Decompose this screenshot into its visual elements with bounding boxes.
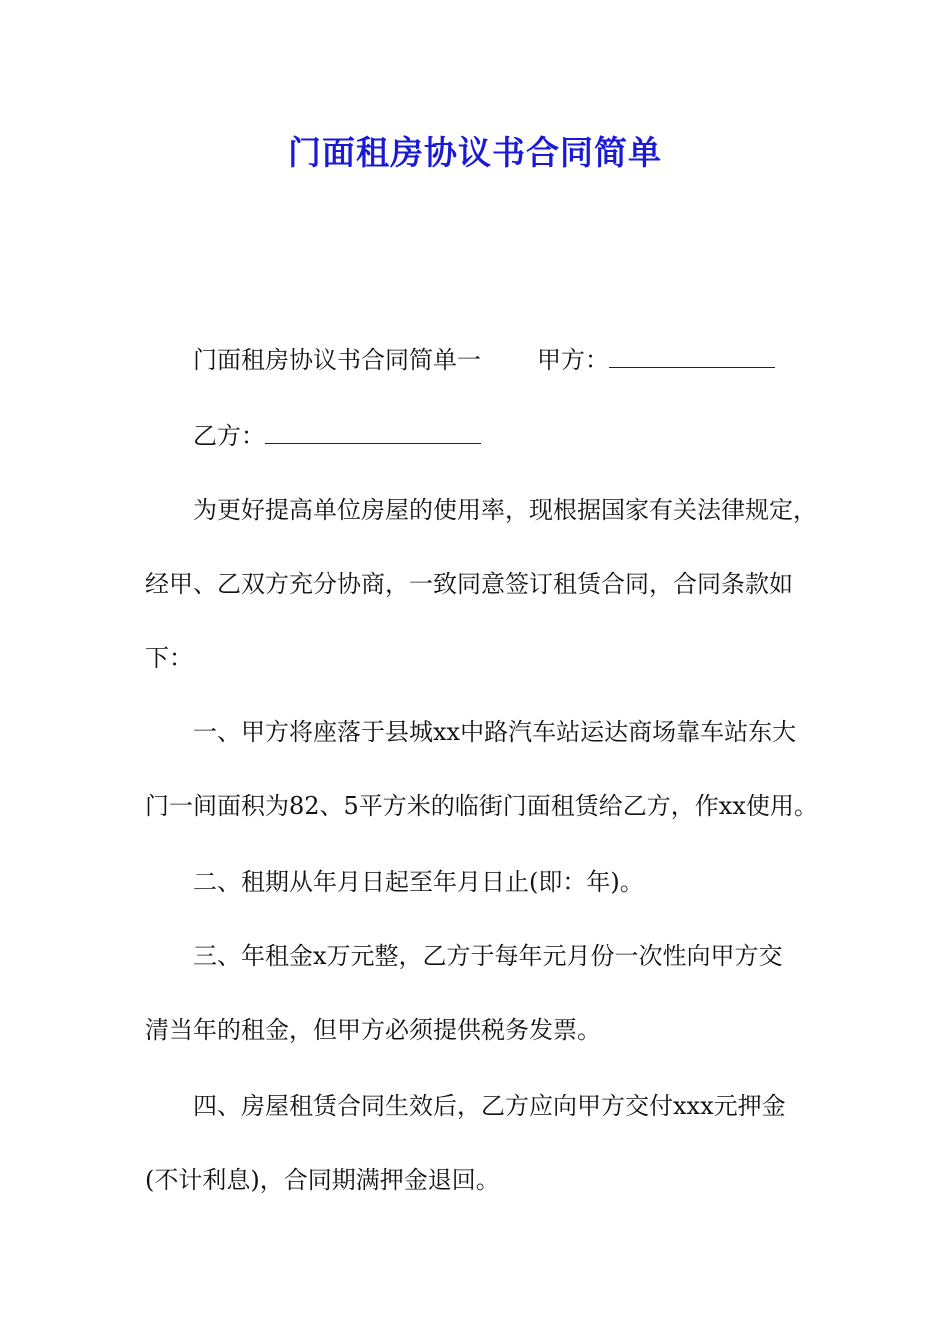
paragraph-line: (不计利息)，合同期满押金退回。	[145, 1166, 500, 1194]
document-title: 门面租房协议书合同简单	[288, 133, 662, 172]
paragraph-line: 为更好提高单位房屋的使用率，现根据国家有关法律规定，	[193, 496, 817, 524]
paragraph-line: 一、甲方将座落于县城xx中路汽车站运达商场靠车站东大	[193, 718, 797, 746]
paragraph-line: 经甲、乙双方充分协商，一致同意签订租赁合同，合同条款如	[145, 570, 793, 598]
party-line-b	[193, 416, 883, 456]
party-line-a	[193, 340, 883, 380]
paragraph-line: 三、年租金x万元整，乙方于每年元月份一次性向甲方交	[193, 942, 783, 970]
paragraph-line: 二、租期从年月日起至年月日止(即：年)。	[193, 868, 644, 896]
paragraph-line: 门一间面积为82、5平方米的临街门面租赁给乙方，作xx使用。	[145, 792, 818, 820]
party-a-label: 甲方：	[537, 346, 609, 374]
paragraph-line: 清当年的租金，但甲方必须提供税务发票。	[145, 1016, 601, 1044]
contract-subtitle: 门面租房协议书合同简单一	[193, 346, 481, 374]
party-a-blank	[609, 345, 775, 368]
paragraph-line: 四、房屋租赁合同生效后，乙方应向甲方交付xxx元押金	[193, 1092, 786, 1120]
party-b-label: 乙方：	[193, 422, 265, 450]
paragraph-line: 下：	[145, 644, 193, 672]
party-b-blank	[265, 421, 481, 444]
